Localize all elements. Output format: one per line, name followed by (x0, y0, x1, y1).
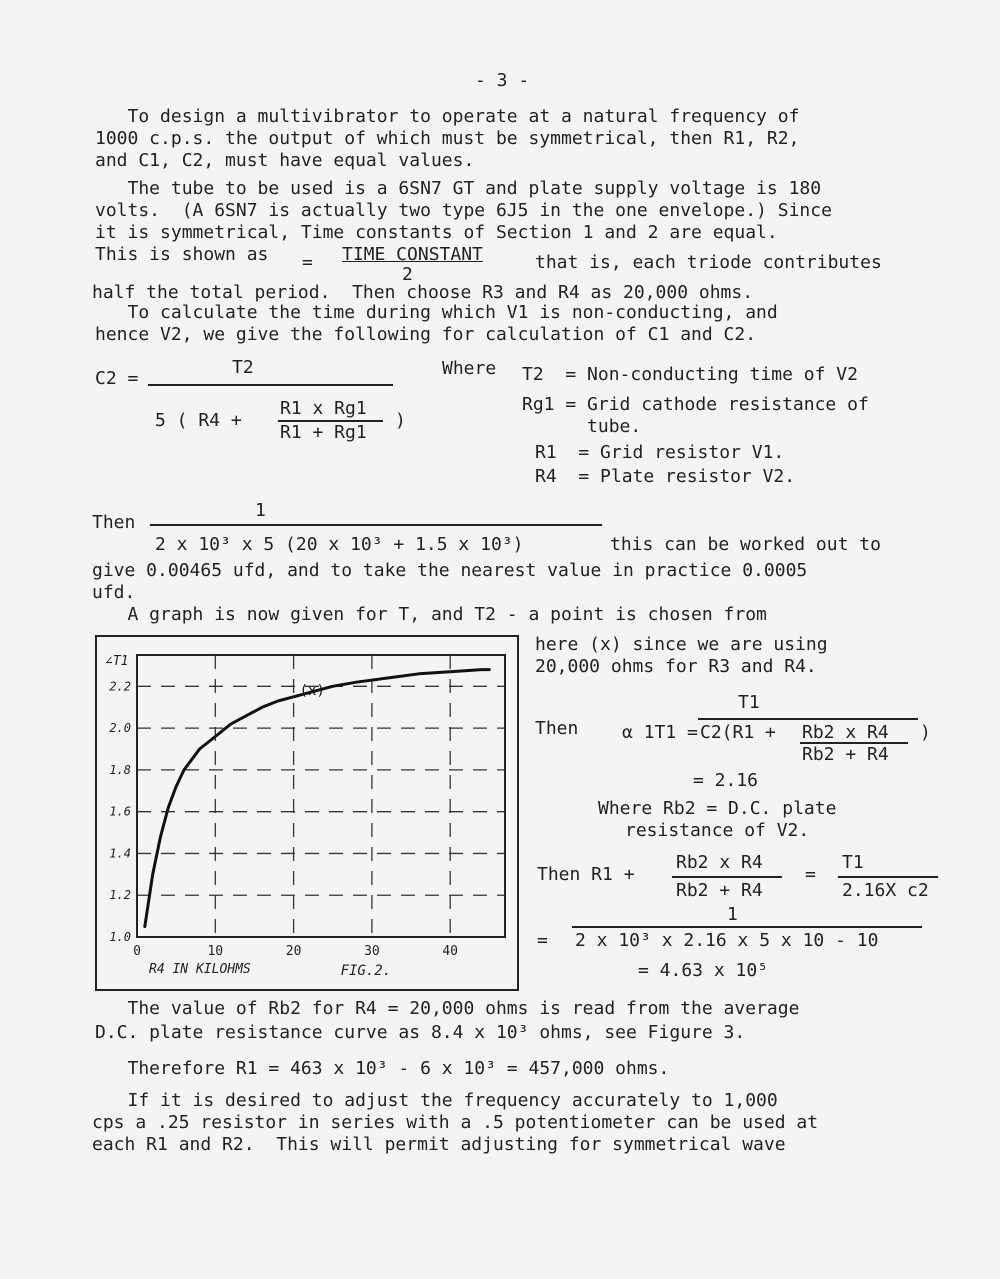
y-tick-label: 1.2 (109, 888, 131, 903)
alpha-then: Then (535, 718, 579, 739)
r1-numerator: Rb2 x R4 (676, 852, 763, 873)
x-tick-label: 10 (207, 944, 224, 959)
y-tick-label: 1.6 (109, 804, 131, 819)
r1-equals: = (805, 864, 816, 885)
shown-as-text: This is shown as (95, 244, 269, 265)
paragraph-line: The value of Rb2 for R4 = 20,000 ohms is read from the average (95, 998, 800, 1019)
then-numerator: 1 (255, 500, 266, 521)
alpha-denominator-left: C2(R1 + (700, 722, 776, 743)
paragraph-line: ufd. (92, 582, 136, 603)
y-tick-label: 1.4 (109, 846, 131, 861)
paragraph-line: 1000 c.p.s. the output of which must be symmetrical, then R1, R2, (95, 128, 800, 149)
fraction-bar (698, 718, 918, 720)
paragraph-line: it is symmetrical, Time constants of Section 1 and 2 are equal. (95, 222, 778, 243)
fraction-bar (838, 876, 938, 878)
paragraph-line: A graph is now given for T, and T2 - a point is chosen from (95, 604, 767, 625)
where-rb2: Where Rb2 = D.C. plate (598, 798, 837, 819)
r1-one: 1 (727, 904, 738, 925)
fig2-chart (95, 635, 519, 991)
r1-then: Then R1 + (537, 864, 635, 885)
resistance-v2: resistance of V2. (625, 820, 810, 841)
then-denominator: 2 x 10³ x 5 (20 x 10³ + 1.5 x 10³) (155, 534, 524, 555)
alpha-numerator: T1 (738, 692, 760, 713)
paragraph-line: each R1 and R2. This will permit adjusting for symmetrical wave (92, 1134, 786, 1155)
alpha-value: = 2.16 (693, 770, 759, 791)
paragraph-line: hence V2, we give the following for calculation of C1 and C2. (95, 324, 757, 345)
definition-line: T2 = Non-conducting time of V2 (522, 364, 858, 385)
x-axis-label: R4 IN KILOHMS (149, 962, 251, 977)
c2-numerator: T2 (232, 357, 254, 378)
paragraph-line: here (x) since we are using (535, 634, 828, 655)
c2-label: C2 = (95, 368, 139, 389)
paragraph-line: Therefore R1 = 463 x 10³ - 6 x 10³ = 457,000 ohms. (95, 1058, 670, 1079)
r1-denominator2: 2 x 10³ x 2.16 x 5 x 10 - 10 (575, 930, 879, 951)
r1-denominator: Rb2 + R4 (676, 880, 763, 901)
x-tick-label: 40 (442, 944, 459, 959)
y-axis-label: ∠T1 (105, 654, 129, 669)
fraction-bar (672, 876, 782, 878)
c2-inner-denominator: R1 + Rg1 (280, 422, 367, 443)
fraction-bar (148, 384, 393, 386)
r1-rhs-denominator: 2.16X c2 (842, 880, 929, 901)
equals-sign: = (302, 252, 313, 273)
c2-inner-numerator: R1 x Rg1 (280, 398, 367, 419)
triode-text: that is, each triode contributes (535, 252, 882, 273)
page-number: - 3 - (475, 70, 530, 91)
fraction-bar (572, 926, 922, 928)
paragraph-line: volts. (A 6SN7 is actually two type 6J5 in the one envelope.) Since (95, 200, 832, 221)
series-line (145, 670, 490, 927)
time-constant-denominator: 2 (402, 264, 413, 285)
paragraph-line: To calculate the time during which V1 is non-conducting, and (95, 302, 778, 323)
r1-rhs-numerator: T1 (842, 852, 864, 873)
then-tail: this can be worked out to (610, 534, 881, 555)
alpha-inner-numerator: Rb2 x R4 (802, 722, 889, 743)
y-tick-label: 1.0 (109, 930, 131, 944)
x-tick-label: 20 (285, 944, 302, 959)
paragraph-line: If it is desired to adjust the frequency accurately to 1,000 (95, 1090, 778, 1111)
alpha-inner-denominator: Rb2 + R4 (802, 744, 889, 765)
paragraph-line: To design a multivibrator to operate at a natural frequency of (95, 106, 800, 127)
paragraph-line: give 0.00465 ufd, and to take the nearest value in practice 0.0005 (92, 560, 808, 581)
paragraph-line: half the total period. Then choose R3 and R4 as 20,000 ohms. (92, 282, 754, 303)
definition-line: tube. (522, 416, 642, 437)
definition-line: R4 = Plate resistor V2. (535, 466, 796, 487)
point-label: (x) (299, 682, 325, 699)
paragraph-line: The tube to be used is a 6SN7 GT and plate supply voltage is 180 (95, 178, 822, 199)
y-tick-label: 1.8 (109, 762, 131, 777)
figure-caption: FIG.2. (340, 963, 392, 979)
c2-denominator-right: ) (395, 410, 406, 431)
c2-denominator-left: 5 ( R4 + (155, 410, 242, 431)
paragraph-line: and C1, C2, must have equal values. (95, 150, 475, 171)
r1-equals2: = (537, 930, 548, 951)
then-label: Then (92, 512, 136, 533)
alpha-paren: ) (920, 722, 931, 743)
time-constant-numerator: TIME CONSTANT (342, 244, 483, 265)
paragraph-line: cps a .25 resistor in series with a .5 potentiometer can be used at (92, 1112, 819, 1133)
r1-result: = 4.63 x 10⁵ (638, 960, 769, 981)
y-tick-label: 2.0 (109, 721, 131, 736)
definition-line: R1 = Grid resistor V1. (535, 442, 785, 463)
x-tick-label: 30 (364, 944, 380, 959)
where-label: Where (442, 358, 497, 379)
paragraph-line: D.C. plate resistance curve as 8.4 x 10³ ohms, see Figure 3. (95, 1022, 746, 1043)
x-tick-label: 0 (133, 944, 141, 959)
alpha-expression: α 1T1 = (622, 722, 698, 743)
y-tick-label: 2.2 (109, 679, 131, 694)
paragraph-line: 20,000 ohms for R3 and R4. (535, 656, 817, 677)
definition-line: Rg1 = Grid cathode resistance of (522, 394, 869, 415)
fraction-bar (150, 524, 602, 526)
